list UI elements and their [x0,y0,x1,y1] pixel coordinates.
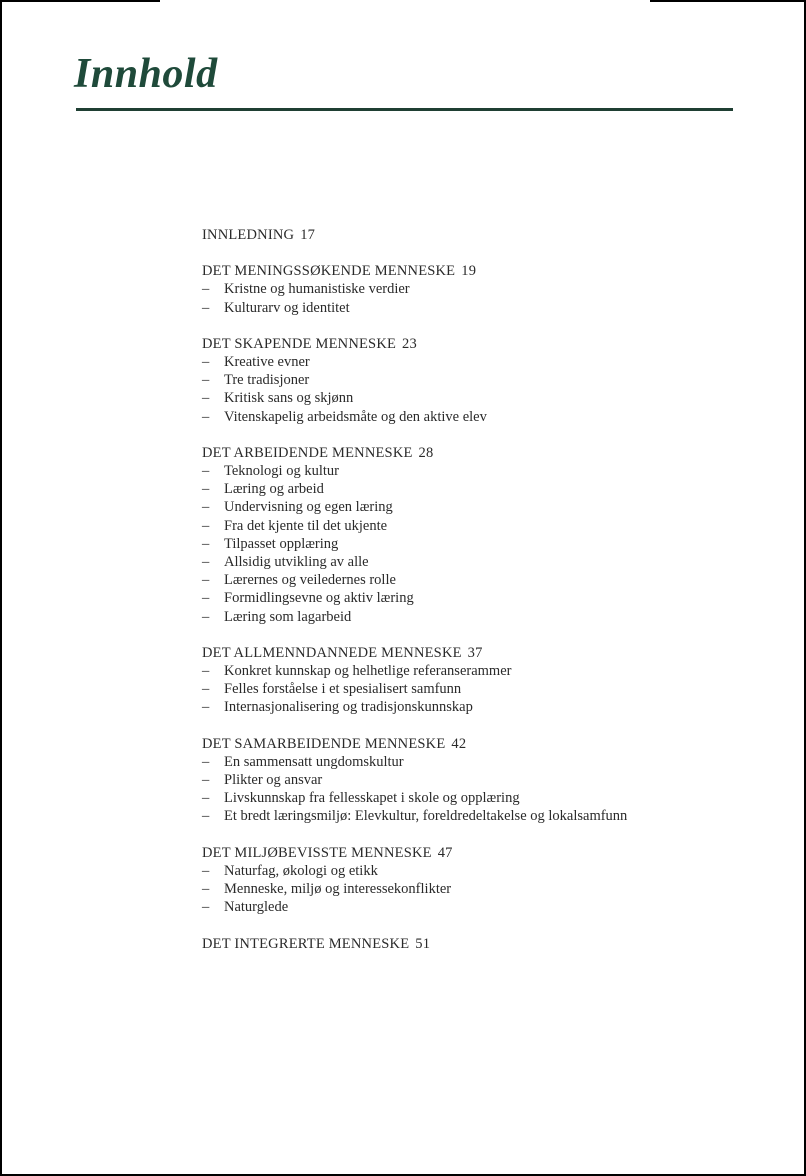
toc-subitem [202,280,642,298]
dash-glyph: – [202,899,210,916]
table-of-contents [202,226,642,971]
toc-subitem [202,517,642,535]
toc-heading-text: DET MILJØBEVISSTE MENNESKE [202,844,432,861]
toc-subitem [202,535,642,553]
dash-glyph: – [202,499,210,516]
dash-glyph: – [202,372,210,389]
toc-heading [202,935,642,953]
dash-glyph: – [202,790,210,807]
toc-subitem-text: Tre tradisjoner [224,372,310,389]
toc-subitem-text: Tilpasset opplæring [224,535,339,552]
toc-subitem-text: Naturfag, økologi og etikk [224,862,378,879]
toc-subitem [202,771,642,789]
toc-section [202,935,642,953]
dash-glyph: – [202,808,210,825]
toc-subitem [202,299,642,317]
toc-subitem-text: Naturglede [224,899,289,916]
toc-subitem-text: En sammensatt ungdomskultur [224,753,404,770]
dash-glyph: – [202,390,210,407]
toc-subitem-text: Vitenskapelig arbeidsmåte og den aktive elev [224,408,487,425]
toc-subitem [202,408,642,426]
toc-page-number: 42 [451,735,467,752]
toc-subitem [202,480,642,498]
toc-subitem [202,389,642,407]
toc-subitem [202,880,642,898]
toc-subitem-text: Livskunnskap fra fellesskapet i skole og opplæring [224,790,520,807]
toc-heading [202,226,642,244]
toc-page-number: 47 [437,844,453,861]
toc-heading-text: INNLEDNING [202,227,295,243]
toc-subitem-text: Fra det kjente til det ukjente [224,517,388,534]
dash-glyph: – [202,535,210,552]
toc-subitem-text: Formidlingsevne og aktiv læring [224,590,414,607]
toc-subitem-text: Lærernes og veiledernes rolle [224,572,396,589]
dash-glyph: – [202,663,210,680]
toc-subitem-text: Læring og arbeid [224,481,324,498]
toc-heading-text: DET ALLMENNDANNEDE MENNESKE [202,644,462,661]
toc-subitem [202,371,642,389]
toc-subitem [202,862,642,880]
toc-subitem [202,753,642,771]
toc-subitem-text: Konkret kunnskap og helhetlige referanserammer [224,663,512,680]
toc-subitem-text: Kritisk sans og skjønn [224,390,354,407]
toc-heading-text: DET SKAPENDE MENNESKE [202,335,397,352]
toc-subitem-text: Menneske, miljø og interessekonflikter [224,881,452,898]
dash-glyph: – [202,481,210,498]
toc-subitem-text: Et bredt læringsmiljø: Elevkultur, foreldredeltakelse og lokalsamfunn [224,808,628,825]
dash-glyph: – [202,554,210,571]
toc-heading-text: DET ARBEIDENDE MENNESKE [202,444,413,461]
toc-heading [202,335,642,353]
toc-subitem-text: Kreative evner [224,354,310,371]
toc-page-number: 17 [300,227,316,243]
title-rule [76,108,733,111]
toc-page-number: 51 [415,935,431,952]
toc-heading-text: DET SAMARBEIDENDE MENNESKE [202,735,446,752]
toc-subitem [202,898,642,916]
toc-subitem-text: Allsidig utvikling av alle [224,554,369,571]
dash-glyph: – [202,354,210,371]
page-edge-top-left [0,0,160,2]
toc-heading [202,735,642,753]
page-title: Innhold [74,51,218,97]
dash-glyph: – [202,517,210,534]
dash-glyph: – [202,281,210,298]
toc-heading [202,444,642,462]
toc-section [202,335,642,426]
toc-subitem [202,571,642,589]
toc-subitem [202,807,642,825]
toc-section [202,226,642,244]
dash-glyph: – [202,881,210,898]
toc-section [202,735,642,826]
toc-subitem-text: Læring som lagarbeid [224,608,352,625]
toc-heading [202,262,642,280]
dash-glyph: – [202,572,210,589]
toc-subitem [202,353,642,371]
toc-section [202,844,642,917]
toc-subitem-text: Kulturarv og identitet [224,299,350,316]
toc-section [202,444,642,626]
toc-subitem [202,789,642,807]
toc-section [202,262,642,317]
toc-subitem [202,498,642,516]
page-edge-top-right [650,0,806,2]
toc-section [202,644,642,717]
page-edge-left [0,0,2,1176]
toc-subitem-text: Teknologi og kultur [224,463,339,480]
toc-heading [202,644,642,662]
toc-subitem [202,680,642,698]
dash-glyph: – [202,772,210,789]
dash-glyph: – [202,608,210,625]
toc-subitem [202,698,642,716]
toc-subitem-text: Kristne og humanistiske verdier [224,281,410,298]
dash-glyph: – [202,299,210,316]
dash-glyph: – [202,753,210,770]
dash-glyph: – [202,408,210,425]
toc-subitem-text: Internasjonalisering og tradisjonskunnskap [224,699,473,716]
toc-subitem-text: Felles forståelse i et spesialisert samfunn [224,681,462,698]
toc-subitem [202,662,642,680]
toc-subitem [202,589,642,607]
dash-glyph: – [202,590,210,607]
toc-page-number: 37 [467,644,483,661]
dash-glyph: – [202,699,210,716]
toc-subitem [202,462,642,480]
dash-glyph: – [202,463,210,480]
dash-glyph: – [202,681,210,698]
toc-subitem-text: Undervisning og egen læring [224,499,393,516]
toc-heading [202,844,642,862]
toc-page-number: 23 [402,335,417,352]
toc-subitem [202,608,642,626]
toc-page-number: 28 [418,444,434,461]
toc-subitem-text: Plikter og ansvar [224,772,323,789]
toc-heading-text: DET INTEGRERTE MENNESKE [202,935,410,952]
toc-heading-text: DET MENINGSSØKENDE MENNESKE [202,263,456,280]
dash-glyph: – [202,862,210,879]
toc-page-number: 19 [461,263,477,280]
toc-subitem [202,553,642,571]
